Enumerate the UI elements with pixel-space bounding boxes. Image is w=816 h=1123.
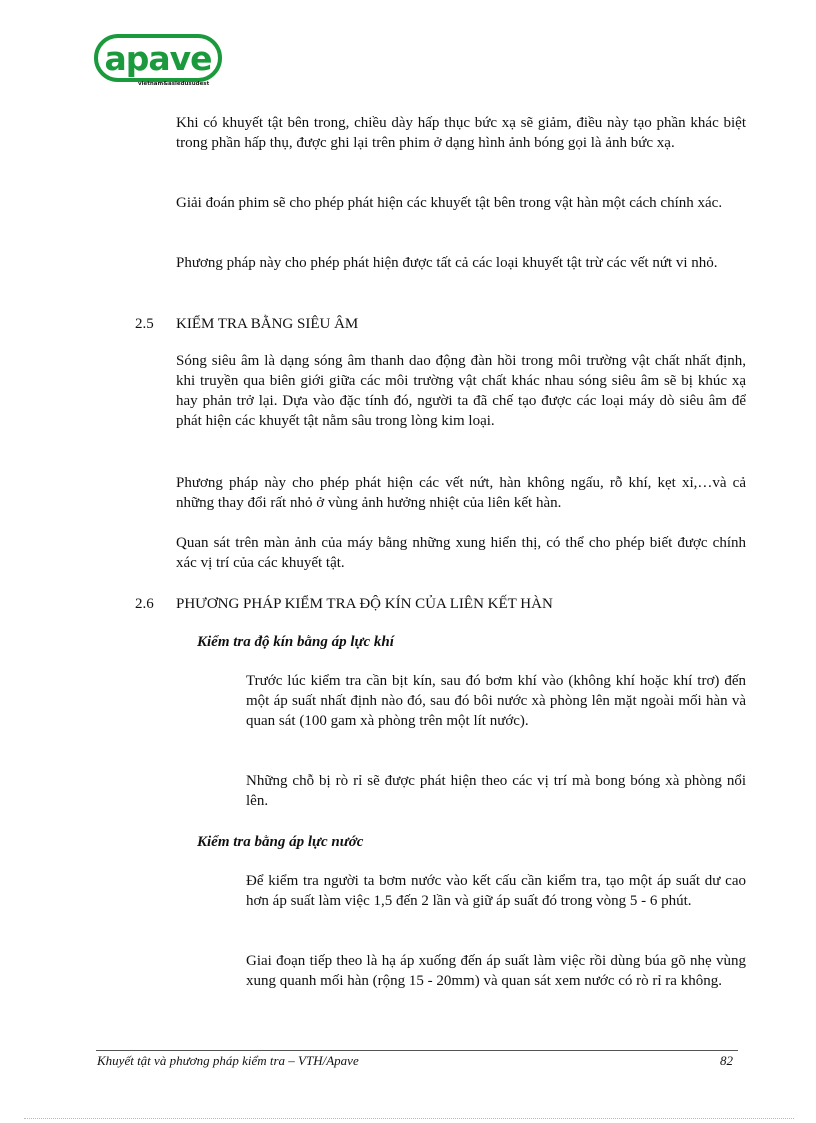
subsection-paragraph: Để kiểm tra người ta bơm nước vào kết cấu cần kiểm tra, tạo một áp suất dư cao hơn áp suất làm việc 1,5 đến 2 lần và giữ áp suất đó trong vòng 5 - 6 phút. — [246, 873, 746, 909]
footer-text: Khuyết tật và phương pháp kiểm tra – VTH/Apave — [97, 1053, 359, 1068]
section-heading-2-6 — [135, 594, 735, 614]
subsection-title: Kiểm tra bằng áp lực nước — [197, 834, 364, 850]
svg-text:apave: apave — [104, 39, 212, 78]
subsection-paragraph: Giai đoạn tiếp theo là hạ áp xuống đến áp suất làm việc rồi dùng búa gõ nhẹ vùng xung quanh mối hàn (rộng 15 - 20mm) và quan sát xem nước có rò rỉ ra không. — [246, 953, 746, 989]
intro-paragraph: Phương pháp này cho phép phát hiện được tất cả các loại khuyết tật trừ các vết nứt vi nhỏ. — [176, 255, 718, 271]
subsection-paragraph: Trước lúc kiểm tra cần bịt kín, sau đó bơm khí vào (không khí hoặc khí trơ) đến một áp suất nhất định nào đó, sau đó bôi nước xà phòng lên mặt ngoài mối hàn và quan sát (100 gam xà phòng trên một lít nước). — [246, 673, 746, 729]
page-bottom-border — [24, 1118, 794, 1119]
section-title: PHƯƠNG PHÁP KIỂM TRA ĐỘ KÍN CỦA LIÊN KẾT HÀN — [176, 596, 553, 612]
footer-divider — [96, 1050, 738, 1051]
subsection-paragraph: Những chỗ bị rò rỉ sẽ được phát hiện theo các vị trí mà bong bóng xà phòng nổi lên. — [246, 773, 746, 809]
section-paragraph: Quan sát trên màn ảnh của máy bằng những xung hiển thị, có thể cho phép biết được chính xác vị trí của các khuyết tật. — [176, 535, 746, 571]
section-title: KIỂM TRA BẰNG SIÊU ÂM — [176, 316, 359, 332]
section-paragraph: Phương pháp này cho phép phát hiện các vết nứt, hàn không ngấu, rỗ khí, kẹt xỉ,…và cả những thay đổi rất nhỏ ở vùng ảnh hưởng nhiệt của liên kết hàn. — [176, 475, 746, 511]
section-number: 2.5 — [135, 316, 154, 332]
section-paragraph: Sóng siêu âm là dạng sóng âm thanh dao động đàn hồi trong môi trường vật chất nhất định, khi truyền qua biên giới giữa các môi trường vật chất khác nhau sóng siêu âm sẽ bị khúc xạ hay phản trở lại. Dựa vào đặc tính đó, người ta đã chế tạo được các loại máy dò siêu âm để phát hiện các khuyết tật nằm sâu trong lòng kim loại. — [176, 353, 746, 429]
logo-tagline: vietnam&asiedusudest — [138, 81, 210, 87]
section-number: 2.6 — [135, 596, 154, 612]
page-number: 82 — [720, 1053, 733, 1068]
section-heading-2-5 — [135, 314, 735, 334]
subsection-title: Kiểm tra độ kín bằng áp lực khí — [197, 634, 394, 650]
intro-paragraph: Giải đoán phim sẽ cho phép phát hiện các khuyết tật bên trong vật hàn một cách chính xác. — [176, 195, 723, 211]
intro-paragraph: Khi có khuyết tật bên trong, chiều dày hấp thục bức xạ sẽ giảm, điều này tạo phần khác biệt trong phần hấp thụ, được ghi lại trên phim ở dạng hình ảnh bóng gọi là ảnh bức xạ. — [176, 115, 746, 151]
